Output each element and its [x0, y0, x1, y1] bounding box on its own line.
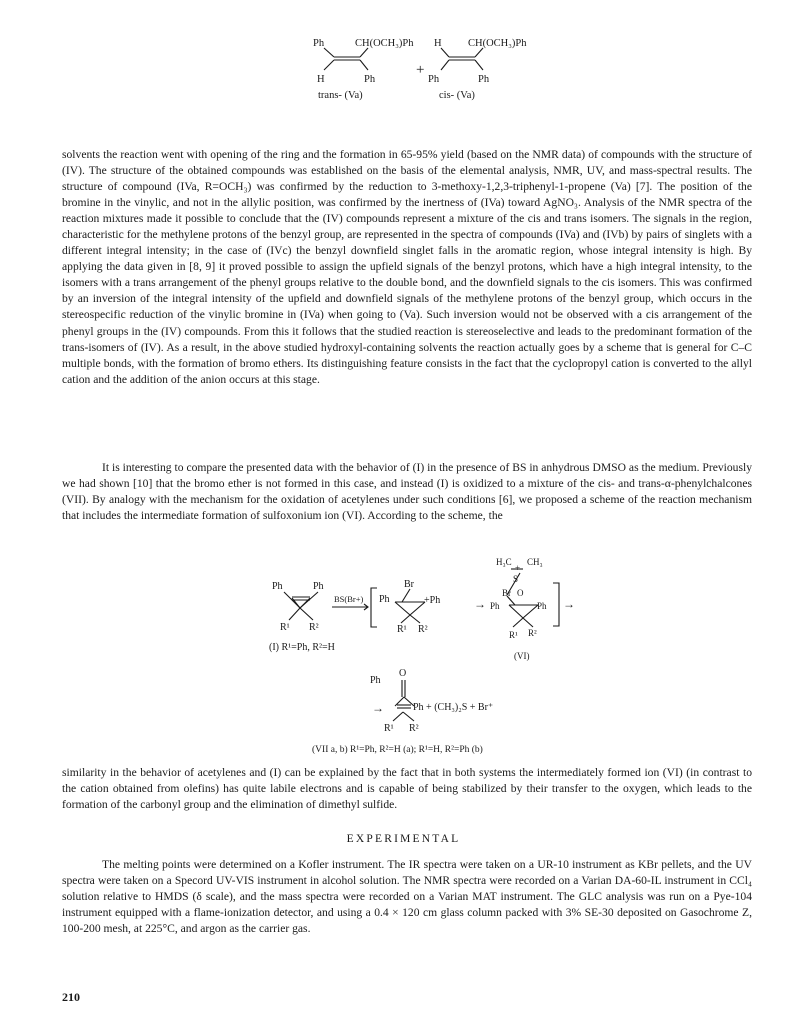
arrow: → — [474, 597, 486, 611]
label-ph: Ph — [313, 581, 324, 592]
caption-compound-vii: (VII a, b) R¹=Ph, R²=H (a); R¹=H, R²=Ph (b) — [312, 745, 483, 755]
arrow: → — [563, 597, 575, 611]
label-br: Br — [404, 579, 414, 590]
caption-cis-va: cis- (Va) — [439, 90, 475, 101]
page-number: 210 — [62, 990, 80, 1004]
label-r1: R¹ — [397, 624, 407, 635]
label-sulfur: S — [513, 574, 519, 584]
label-r2: R² — [528, 628, 537, 638]
caption-trans-va: trans- (Va) — [318, 90, 363, 101]
label-r1: R¹ — [384, 723, 394, 734]
plus-sign: + — [416, 62, 425, 78]
label-ph: Ph — [364, 74, 376, 85]
label-ph: Ph — [379, 594, 390, 605]
paragraph-dmso-comparison: It is interesting to compare the presented data with the behavior of (I) in the presence of BS in anhydrous DMSO as the medium. Previously we had shown [10] that the bromo ether is not formed in this case, and instead (I) is oxidized to a mixture of the cis- and trans-α-phenylchalcones (VII). By analogy with the mechanism for the oxidation of acetylenes under such conditions [6], we proposed a scheme of the reaction mechanism that includes the intermediate formation of sulfoxonium ion (VI). According to the scheme, the — [62, 461, 752, 523]
paragraph-experimental: The melting points were determined on a Kofler instrument. The IR spectra were taken on a UR-10 instrument as KBr pellets, and the UV spectra were taken on a Specord UV-VIS instrument in alcohol solution. The NMR spectra were recorded on a Varian DA-60-IL instrument in CCl₄ solution relative to HMDS (δ scale), and the mass spectra were recorded on a Varian MAT instrument. The GLC analysis was run on a Pye-104 instrument equipped with a flame-ionization detector, and using a 0.4 × 120 cm glass column packed with 3% SE-30 deposited on Gasochrome Z, 100-200 mesh, at 225°C, and argon as the carrier gas. — [62, 858, 752, 936]
section-heading-experimental: EXPERIMENTAL — [346, 833, 461, 845]
label-substituent: CH(OCH₃)Ph — [468, 38, 527, 49]
label-ph: Ph — [478, 74, 490, 85]
label-br: Br — [502, 588, 511, 598]
label-h: H — [317, 74, 325, 85]
label-r2: R² — [409, 723, 419, 734]
label-ph: Ph — [490, 601, 500, 611]
label-ph: Ph — [370, 675, 381, 686]
paragraph-results: solvents the reaction went with opening of the ring and the formation in 65-95% yield (based on the NMR data) of compounds with the structure of (IV). The structure of the obtained compounds was established on the basis of the elemental analysis, NMR, UV, and mass-spectral results. The structure of compound (IVa, R=OCH₃) was confirmed by the reduction to 3-methoxy-1,2,3-triphenyl-1-propene (Va) [7]. The position of the bromine in the vinylic, and not in the allylic position, was confirmed by the inertness of (IVa) toward AgNO₃. Analysis of the NMR spectra of the reaction mixtures made it possible to conclude that the (IV) compounds represent a mixture of the cis and trans isomers. The signals in the region, characteristic for the methylene protons of the benzyl group, are represented in the spectra of compounds (IVa) and (IVb) by pairs of singlets with a different integral intensity; in the case of (IVc) the benzyl downfield singlet falls in the aromatic region, whose integral intensity is high. By applying the data given in [8, 9] it proved possible to assign the upfield signals of the benzyl protons, which have a high integral intensity, to the isomers with a trans arrangement of the phenyl groups relative to the double bond, and the downfield signals to the cis isomers. This was confirmed by an inversion of the integral intensity of the upfield and downfield signals of the methylene protons of the benzyl group, which occurs in the stereospecific reduction of the vinylic bromine in (IVa) when going to (Va). Such inversion would not be observed with a cis arrangement of the phenyl groups in the (IV) compounds. From this it follows that the studied reaction is stereoselective and leads to the predominant formation of the trans-isomers of (IV). As a result, in the above studied hydroxyl-containing solvents the reaction actually goes by a scheme that is general for C–C multiple bonds, with the formation of bromo ethers. Its distinguishing feature consists in the fact that the cyclopropyl cation is converted to the allyl cation and the addition of the anion occurs at this stage. — [62, 148, 752, 386]
label-r2: R² — [309, 622, 319, 633]
label-substituent: CH(OCH₃)Ph — [355, 38, 414, 49]
caption-compound-vi: (VI) — [514, 651, 530, 661]
label-r1: R¹ — [509, 630, 518, 640]
label-h: H — [434, 38, 442, 49]
label-oxygen: O — [517, 588, 524, 598]
label-methyl: H₃C — [496, 557, 512, 567]
arrow: → — [372, 701, 384, 715]
label-r2: R² — [418, 624, 428, 635]
label-ph-cation: +Ph — [424, 595, 441, 606]
product-tail-formula: Ph + (CH₃)₂S + Br⁺ — [413, 702, 494, 713]
label-ph: Ph — [428, 74, 440, 85]
label-r1: R¹ — [280, 622, 290, 633]
reagent-label: BS(Br+) — [334, 594, 364, 604]
label-methyl: CH₃ — [527, 557, 543, 567]
label-ph: Ph — [537, 601, 547, 611]
label-ph: Ph — [313, 38, 325, 49]
label-ph: Ph — [272, 581, 283, 592]
label-oxygen: O — [399, 668, 407, 679]
label-plus: + — [515, 563, 521, 573]
paragraph-similarity: similarity in the behavior of acetylenes and (I) can be explained by the fact that in both systems the intermediately formed ion (VI) (in contrast to the cation obtained from olefins) has quite labile electrons and is capable of being stabilized by their transfer to the oxygen, which leads to the formation of the carbonyl group and the elimination of dimethyl sulfide. — [62, 766, 752, 812]
caption-compound-i: (I) R¹=Ph, R²=H — [269, 642, 335, 653]
